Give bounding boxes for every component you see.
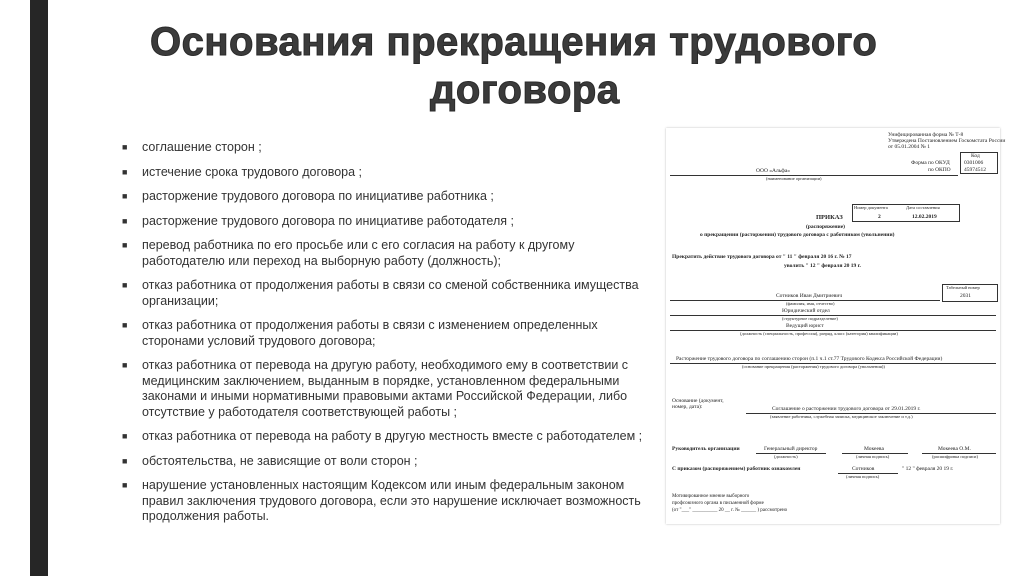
terminate-text: Прекратить действие трудового договора от " 11 " февраля 20 16 г. № 17 [672,254,852,260]
ground-caption: (основание прекращения (расторжения) трудового договора (увольнения)) [742,364,885,369]
ack-label: С приказом (распоряжением) работник ознакомлен [672,466,801,472]
form-header-1: Унифицированная форма № Т-8 [888,132,964,138]
basis-caption: (заявление работника, служебная записка, медицинское заключение и т.д.) [770,414,913,419]
list-item-text: обстоятельства, не зависящие от воли сторон ; [142,453,418,468]
ack-signature: Сотников [852,466,875,472]
bullet-marker: ■ [122,166,128,177]
list-item [122,189,652,205]
tab-number-header: Табельный номер [946,285,980,290]
basis-label: Основание (документ, номер, дата): [672,398,724,410]
name-caption: (фамилия, имя, отчество) [786,301,835,306]
org-name: ООО «Альфа» [756,168,791,174]
code-label: Код [971,153,980,159]
dismiss-text: уволить " 12 " февраля 20 19 г. [784,263,861,269]
order-sub: (распоряжение) [806,224,846,230]
list-item [122,165,652,181]
okpo-label: по ОКПО [928,167,951,173]
form-header-2: Утверждена Постановлением Госкомстата России [888,138,1006,144]
bullet-marker: ■ [122,191,128,201]
list-item-text: расторжение трудового договора по инициативе работодателя ; [142,213,514,228]
number-header: Номер документа [854,205,888,210]
list-item-text: нарушение установленных настоящим Кодексом или иным федеральным законом правил заключения трудового договора, если это нарушение исключает возможность продолжения работы. [142,478,641,523]
list-item-text: отказ работника от перевода на другую работу, необходимого ему в соответствии с медицинским заключением, выданным в порядке, установленном федеральными законами и иными нормативными правовыми актами Российской Федерации, либо отсутствие у работодателя соответствующей работы ; [142,358,629,419]
basis-value: Соглашение о расторжении трудового договора от 29.01.2019 г. [772,406,921,412]
head-name: Мокеева О.М. [938,446,971,452]
order-title: ПРИКАЗ [816,214,843,221]
order-about: о прекращении (расторжении) трудового договора с работником (увольнении) [700,232,895,238]
ack-sign-caption: (личная подпись) [846,474,880,479]
position: Ведущий юрист [786,323,824,329]
ground-text: Расторжение трудового договора по соглашению сторон (п.1 ч.1 ст.77 Трудового Кодекса Российской Федерации) [676,356,943,362]
order-number: 2 [878,214,881,220]
head-signature: Мокеева [864,446,884,452]
bullet-marker: ■ [122,142,128,152]
list-item [122,429,652,445]
signature-caption: (личная подпись) [856,454,890,459]
title-line-2: договора [430,68,620,112]
dept-caption: (структурное подразделение) [782,316,838,321]
title-line-1: Основания прекращения трудового [150,20,878,64]
org-caption: (наименование организации) [766,176,822,181]
order-document-image [666,128,1006,524]
okud-label: Форма по ОКУД [911,160,950,166]
list-item [122,278,652,309]
list-item-text: отказ работника от перевода на работу в другую местность вместе с работодателем ; [142,429,643,443]
list-item-text: перевод работника по его просьбе или с его согласия на работу к другому работодателю или переход на выборную работу (должность); [142,238,575,268]
okpo-value: 45974512 [964,167,986,173]
list-item [122,140,652,156]
head-label: Руководитель организации [672,446,740,452]
list-item-text: отказ работника от продолжения работы в связи с изменением определенных сторонами условий трудового договора; [142,318,598,348]
okud-value: 0301006 [964,160,984,166]
ack-date: " 12 " февраля 20 19 г. [902,466,954,472]
bullet-marker: ■ [122,360,128,370]
position-caption-2: (должность) [774,454,798,459]
bullet-marker: ■ [122,280,128,290]
list-item-text: истечение срока трудового договора ; [142,164,363,179]
list-item-text: отказ работника от продолжения работы в связи со сменой собственника имущества организации; [142,278,639,308]
grounds-list [122,140,652,534]
list-item-text: соглашение сторон ; [142,140,262,154]
list-item [122,318,652,349]
decode-caption: (расшифровка подписи) [932,454,978,459]
list-item [122,454,652,470]
left-accent-bar [30,0,48,576]
order-date: 12.02.2019 [912,214,937,220]
bullet-marker: ■ [122,240,128,250]
bullet-marker: ■ [122,431,128,441]
bullet-marker: ■ [122,320,128,330]
list-item [122,238,652,269]
list-item [122,214,652,230]
opinion-line-2: профсоюзного органа в письменной форме [672,501,764,506]
head-position: Генеральный директор [764,446,818,452]
list-item-text: расторжение трудового договора по инициативе работника ; [142,189,494,203]
bullet-marker: ■ [122,455,128,466]
list-item [122,478,652,525]
employee-name: Сотников Иван Дмитриевич [776,293,843,299]
slide-title [130,18,910,114]
department: Юридический отдел [782,308,830,314]
form-header-3: от 05.01.2004 № 1 [888,144,930,150]
tab-number-value: 2031 [960,293,971,299]
list-item [122,358,652,420]
date-header: Дата составления [906,205,940,210]
position-caption: (должность (специальность, профессия), разряд, класс (категория) квалификации) [740,331,898,336]
bullet-marker: ■ [122,215,128,226]
bullet-marker: ■ [122,480,128,490]
opinion-line-3: (от "___" __________ 20 __ г. № ______ ) рассмотрено [672,508,788,513]
opinion-line-1: Мотивированное мнение выборного [672,494,750,499]
